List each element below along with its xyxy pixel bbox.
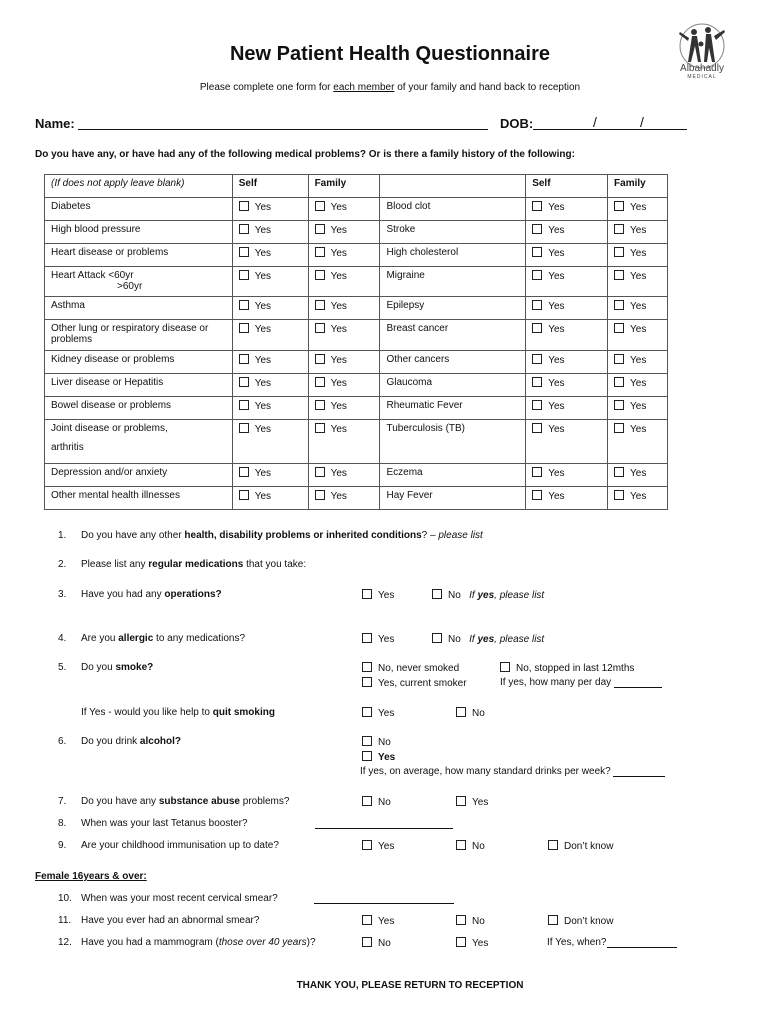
table-row	[45, 244, 668, 267]
checkbox-cell-family[interactable]	[308, 374, 380, 397]
checkbox-cell-family[interactable]	[308, 351, 380, 374]
option-no[interactable]: No	[456, 915, 485, 927]
checkbox-icon[interactable]	[614, 467, 624, 477]
checkbox-cell-family[interactable]	[308, 267, 380, 297]
checkbox-icon[interactable]	[614, 400, 624, 410]
page-title: New Patient Health Questionnaire	[229, 43, 551, 65]
question-number: 4.	[58, 633, 67, 644]
question-number: 7.	[58, 796, 67, 807]
checkbox-icon[interactable]	[362, 589, 372, 599]
yes-label: Yes	[330, 401, 347, 412]
yes-label: Yes	[630, 248, 647, 259]
checkbox-cell-family[interactable]	[308, 487, 380, 510]
yes-label: Yes	[630, 491, 647, 502]
checkbox-icon[interactable]	[456, 915, 466, 925]
condition-name: Hay Fever	[380, 487, 526, 510]
question-number: 1.	[58, 530, 67, 541]
checkbox-icon[interactable]	[614, 354, 624, 364]
checkbox-icon[interactable]	[362, 707, 372, 717]
yes-label: Yes	[548, 401, 565, 412]
checkbox-cell-family[interactable]	[308, 320, 380, 351]
yes-label: Yes	[254, 491, 272, 502]
checkbox-icon[interactable]	[456, 937, 466, 947]
checkbox-icon[interactable]	[362, 677, 372, 687]
table-row	[45, 320, 668, 351]
column-header-family: Family	[608, 175, 668, 198]
logo-subtitle: MEDICAL	[687, 74, 717, 80]
checkbox-cell-self[interactable]	[232, 420, 308, 464]
checkbox-icon[interactable]	[432, 589, 442, 599]
option-no[interactable]: No	[456, 707, 485, 719]
question-8: When was your last Tetanus booster?	[81, 818, 248, 829]
checkbox-cell-self[interactable]	[232, 487, 308, 510]
condition-name: High cholesterol	[380, 244, 526, 267]
checkbox-cell-self[interactable]	[526, 198, 608, 221]
question-number: 12.	[58, 937, 72, 948]
checkbox-icon[interactable]	[532, 247, 542, 257]
page-subtitle: Please complete one form for each member of your family and hand back to reception	[199, 82, 581, 93]
checkbox-icon[interactable]	[614, 423, 624, 433]
checkbox-icon[interactable]	[532, 224, 542, 234]
checkbox-icon[interactable]	[456, 796, 466, 806]
table-row	[45, 297, 668, 320]
option-yes[interactable]: Yes	[456, 796, 488, 808]
yes-label: Yes	[630, 378, 647, 389]
question-6: Do you drink alcohol?	[81, 736, 182, 747]
option-no[interactable]: No	[362, 937, 391, 949]
checkbox-cell-family[interactable]	[608, 487, 668, 510]
option-no[interactable]: No If yes, please list	[432, 589, 544, 601]
checkbox-icon[interactable]	[456, 840, 466, 850]
checkbox-cell-self[interactable]	[232, 374, 308, 397]
name-label: Name:	[35, 116, 75, 131]
condition-name: High blood pressure	[45, 221, 233, 244]
checkbox-cell-family[interactable]	[608, 244, 668, 267]
checkbox-icon[interactable]	[315, 423, 325, 433]
column-header-self: Self	[526, 175, 608, 198]
checkbox-cell-family[interactable]	[308, 420, 380, 464]
mammogram-date-field[interactable]	[607, 937, 677, 948]
checkbox-icon[interactable]	[239, 247, 249, 257]
table-row	[45, 464, 668, 487]
question-1: Do you have any other health, disability problems or inherited conditions? – please list	[81, 530, 483, 541]
cigarettes-per-day: If yes, how many per day	[500, 677, 662, 688]
yes-label: Yes	[548, 271, 565, 282]
yes-label: Yes	[254, 324, 272, 335]
option-yes[interactable]: Yes	[456, 937, 488, 949]
checkbox-icon[interactable]	[362, 736, 372, 746]
question-5b: If Yes - would you like help to quit smoking	[81, 707, 275, 718]
checkbox-cell-family[interactable]	[308, 244, 380, 267]
checkbox-cell-self[interactable]	[526, 221, 608, 244]
question-9: Are your childhood immunisation up to date?	[81, 840, 279, 851]
question-4: Are you allergic to any medications?	[81, 633, 245, 644]
yes-label: Yes	[330, 378, 347, 389]
checkbox-cell-self[interactable]	[232, 351, 308, 374]
checkbox-cell-self[interactable]	[232, 397, 308, 420]
option-yes[interactable]: Yes	[362, 751, 395, 763]
checkbox-icon[interactable]	[239, 224, 249, 234]
column-header-self: Self	[232, 175, 308, 198]
option-dont-know[interactable]: Don’t know	[548, 840, 613, 852]
checkbox-icon[interactable]	[362, 840, 372, 850]
dob-field[interactable]	[533, 129, 687, 130]
table-header-row	[45, 175, 668, 198]
checkbox-cell-self[interactable]	[232, 221, 308, 244]
yes-label: Yes	[630, 202, 647, 213]
condition-name: Other cancers	[380, 351, 526, 374]
yes-label: Yes	[330, 271, 347, 282]
yes-label: Yes	[330, 491, 347, 502]
checkbox-icon[interactable]	[614, 247, 624, 257]
checkbox-icon[interactable]	[315, 201, 325, 211]
checkbox-icon[interactable]	[500, 662, 510, 672]
question-2: Please list any regular medications that you take:	[81, 559, 307, 570]
question-10: When was your most recent cervical smear?	[81, 893, 278, 904]
cigarettes-per-day-field[interactable]	[614, 677, 662, 688]
yes-label: Yes	[254, 202, 272, 213]
footer-note: THANK YOU, PLEASE RETURN TO RECEPTION	[296, 980, 524, 991]
checkbox-icon[interactable]	[614, 201, 624, 211]
checkbox-icon[interactable]	[315, 224, 325, 234]
condition-name: Liver disease or Hepatitis	[45, 374, 233, 397]
checkbox-icon[interactable]	[532, 400, 542, 410]
checkbox-cell-self[interactable]	[232, 297, 308, 320]
checkbox-cell-self[interactable]	[526, 487, 608, 510]
column-header-blank	[380, 175, 526, 198]
checkbox-icon[interactable]	[614, 490, 624, 500]
checkbox-cell-family[interactable]	[608, 297, 668, 320]
condition-name: Eczema	[380, 464, 526, 487]
option-yes[interactable]: Yes	[362, 707, 394, 719]
checkbox-cell-family[interactable]	[608, 397, 668, 420]
yes-label: Yes	[548, 468, 565, 479]
medical-history-intro: Do you have any, or have had any of the following medical problems? Or is there a family history of the following:	[35, 149, 575, 160]
yes-label: Yes	[548, 202, 565, 213]
checkbox-cell-family[interactable]	[308, 221, 380, 244]
checkbox-icon[interactable]	[362, 796, 372, 806]
checkbox-icon[interactable]	[315, 247, 325, 257]
mammogram-when: If Yes, when?	[547, 937, 677, 948]
checkbox-cell-family[interactable]	[308, 464, 380, 487]
condition-name: Depression and/or anxiety	[45, 464, 233, 487]
checkbox-icon[interactable]	[614, 224, 624, 234]
checkbox-icon[interactable]	[239, 467, 249, 477]
checkbox-icon[interactable]	[614, 323, 624, 333]
yes-label: Yes	[630, 225, 647, 236]
yes-label: Yes	[548, 424, 565, 435]
condition-name: Migraine	[380, 267, 526, 297]
checkbox-icon[interactable]	[614, 377, 624, 387]
checkbox-cell-family[interactable]	[608, 267, 668, 297]
checkbox-cell-family[interactable]	[308, 397, 380, 420]
column-header-family: Family	[308, 175, 380, 198]
checkbox-cell-self[interactable]	[232, 244, 308, 267]
yes-label: Yes	[548, 225, 565, 236]
checkbox-cell-self[interactable]	[526, 244, 608, 267]
question-number: 11.	[58, 915, 72, 926]
checkbox-icon[interactable]	[362, 633, 372, 643]
question-number: 10.	[58, 893, 72, 904]
yes-label: Yes	[548, 301, 565, 312]
drinks-per-week: If yes, on average, how many standard drinks per week?	[360, 766, 665, 777]
checkbox-cell-self[interactable]	[526, 320, 608, 351]
question-number: 5.	[58, 662, 67, 673]
checkbox-icon[interactable]	[548, 840, 558, 850]
checkbox-icon[interactable]	[432, 633, 442, 643]
checkbox-icon[interactable]	[614, 300, 624, 310]
condition-name: Epilepsy	[380, 297, 526, 320]
checkbox-cell-self[interactable]	[526, 374, 608, 397]
checkbox-icon[interactable]	[315, 377, 325, 387]
dob-separator: /	[593, 114, 597, 130]
condition-name: Heart Attack <60yr >60yr	[45, 267, 233, 297]
checkbox-icon[interactable]	[614, 270, 624, 280]
condition-name: Kidney disease or problems	[45, 351, 233, 374]
option-yes[interactable]: Yes	[362, 840, 394, 852]
condition-name: Diabetes	[45, 198, 233, 221]
option-yes[interactable]: Yes	[362, 915, 394, 927]
checkbox-cell-family[interactable]	[308, 198, 380, 221]
checkbox-icon[interactable]	[315, 323, 325, 333]
yes-label: Yes	[630, 301, 647, 312]
checkbox-icon[interactable]	[239, 354, 249, 364]
question-11: Have you ever had an abnormal smear?	[81, 915, 260, 926]
checkbox-icon[interactable]	[239, 490, 249, 500]
checkbox-icon[interactable]	[315, 300, 325, 310]
yes-label: Yes	[254, 248, 272, 259]
checkbox-icon[interactable]	[315, 270, 325, 280]
condition-name-continued: >60yr	[117, 281, 143, 292]
checkbox-icon[interactable]	[532, 300, 542, 310]
checkbox-icon[interactable]	[532, 377, 542, 387]
yes-label: Yes	[330, 424, 347, 435]
checkbox-icon[interactable]	[532, 467, 542, 477]
yes-label: Yes	[548, 324, 565, 335]
checkbox-cell-family[interactable]	[608, 420, 668, 464]
yes-label: Yes	[548, 355, 565, 366]
checkbox-icon[interactable]	[239, 270, 249, 280]
checkbox-cell-self[interactable]	[526, 420, 608, 464]
table-row	[45, 351, 668, 374]
checkbox-icon[interactable]	[315, 400, 325, 410]
checkbox-cell-self[interactable]	[232, 320, 308, 351]
checkbox-cell-family[interactable]	[608, 221, 668, 244]
option-current-smoker[interactable]: Yes, current smoker	[362, 677, 467, 689]
yes-label: Yes	[548, 248, 565, 259]
checkbox-icon[interactable]	[532, 270, 542, 280]
checkbox-cell-family[interactable]	[608, 320, 668, 351]
condition-name: Joint disease or problems, arthritis	[45, 420, 233, 464]
checkbox-icon[interactable]	[239, 300, 249, 310]
checkbox-icon[interactable]	[239, 400, 249, 410]
checkbox-icon[interactable]	[239, 323, 249, 333]
cervical-smear-date-field[interactable]	[314, 893, 454, 904]
checkbox-cell-family[interactable]	[608, 374, 668, 397]
section-female: Female 16years & over:	[35, 871, 147, 882]
checkbox-icon[interactable]	[315, 354, 325, 364]
checkbox-icon[interactable]	[239, 377, 249, 387]
yes-label: Yes	[548, 378, 565, 389]
yes-label: Yes	[630, 324, 647, 335]
yes-label: Yes	[330, 324, 347, 335]
logo-name: Albahadly	[680, 63, 724, 74]
condition-name: Other lung or respiratory disease or problems	[45, 320, 233, 351]
name-field[interactable]	[78, 129, 488, 130]
checkbox-icon[interactable]	[315, 467, 325, 477]
yes-label: Yes	[254, 378, 272, 389]
table-row	[45, 397, 668, 420]
option-no[interactable]: No	[456, 840, 485, 852]
question-3: Have you had any operations?	[81, 589, 222, 600]
yes-label: Yes	[254, 424, 272, 435]
tetanus-date-field[interactable]	[315, 818, 453, 829]
table-row	[45, 221, 668, 244]
condition-name-continued: arthritis	[51, 442, 84, 453]
checkbox-icon[interactable]	[456, 707, 466, 717]
yes-label: Yes	[330, 355, 347, 366]
condition-name: Tuberculosis (TB)	[380, 420, 526, 464]
subtitle-emphasis: each member	[333, 82, 395, 93]
option-yes[interactable]: Yes	[362, 589, 394, 601]
drinks-per-week-field[interactable]	[613, 766, 665, 777]
condition-name: Breast cancer	[380, 320, 526, 351]
checkbox-icon[interactable]	[362, 662, 372, 672]
condition-name: Rheumatic Fever	[380, 397, 526, 420]
checkbox-cell-family[interactable]	[308, 297, 380, 320]
checkbox-cell-self[interactable]	[232, 267, 308, 297]
checkbox-icon[interactable]	[239, 201, 249, 211]
table-row	[45, 267, 668, 297]
checkbox-icon[interactable]	[532, 323, 542, 333]
question-5: Do you smoke?	[81, 662, 154, 673]
option-stopped-smoking[interactable]: No, stopped in last 12mths	[500, 662, 634, 674]
condition-name: Stroke	[380, 221, 526, 244]
condition-name: Glaucoma	[380, 374, 526, 397]
question-number: 9.	[58, 840, 67, 851]
checkbox-cell-self[interactable]	[232, 198, 308, 221]
option-no[interactable]: No If yes, please list	[432, 633, 544, 645]
checkbox-icon[interactable]	[548, 915, 558, 925]
yes-label: Yes	[254, 468, 272, 479]
option-no[interactable]: No	[362, 796, 391, 808]
yes-label: Yes	[254, 225, 272, 236]
checkbox-icon[interactable]	[532, 201, 542, 211]
checkbox-cell-family[interactable]	[608, 351, 668, 374]
checkbox-icon[interactable]	[362, 915, 372, 925]
clinic-logo-icon	[668, 22, 736, 92]
checkbox-icon[interactable]	[315, 490, 325, 500]
yes-label: Yes	[254, 271, 272, 282]
question-number: 2.	[58, 559, 67, 570]
checkbox-icon[interactable]	[362, 751, 372, 761]
table-row	[45, 487, 668, 510]
checkbox-cell-self[interactable]	[232, 464, 308, 487]
yes-label: Yes	[548, 491, 565, 502]
question-number: 8.	[58, 818, 67, 829]
dob-label: DOB:	[500, 116, 534, 131]
yes-label: Yes	[330, 248, 347, 259]
yes-label: Yes	[630, 424, 647, 435]
question-number: 6.	[58, 736, 67, 747]
table-row	[45, 374, 668, 397]
option-no[interactable]: No	[362, 736, 391, 748]
yes-label: Yes	[630, 271, 647, 282]
yes-label: Yes	[330, 202, 347, 213]
checkbox-icon[interactable]	[239, 423, 249, 433]
yes-label: Yes	[330, 301, 347, 312]
yes-label: Yes	[330, 225, 347, 236]
medical-history-table	[44, 174, 668, 510]
table-row	[45, 420, 668, 464]
yes-label: Yes	[630, 468, 647, 479]
checkbox-icon[interactable]	[532, 423, 542, 433]
yes-label: Yes	[330, 468, 347, 479]
yes-label: Yes	[254, 401, 272, 412]
checkbox-cell-self[interactable]	[526, 397, 608, 420]
yes-label: Yes	[630, 355, 647, 366]
checkbox-cell-self[interactable]	[526, 267, 608, 297]
condition-name: Other mental health illnesses	[45, 487, 233, 510]
option-yes[interactable]: Yes	[362, 633, 394, 645]
yes-label: Yes	[630, 401, 647, 412]
condition-name: Bowel disease or problems	[45, 397, 233, 420]
yes-label: Yes	[254, 355, 272, 366]
question-12: Have you had a mammogram (those over 40 years)?	[81, 937, 316, 948]
option-never-smoked[interactable]: No, never smoked	[362, 662, 459, 674]
option-dont-know[interactable]: Don’t know	[548, 915, 613, 927]
question-7: Do you have any substance abuse problems?	[81, 796, 290, 807]
table-row	[45, 198, 668, 221]
checkbox-icon[interactable]	[532, 354, 542, 364]
dob-separator: /	[640, 114, 644, 130]
question-number: 3.	[58, 589, 67, 600]
condition-name: Heart disease or problems	[45, 244, 233, 267]
checkbox-cell-self[interactable]	[526, 351, 608, 374]
yes-label: Yes	[254, 301, 272, 312]
table-header-note: (If does not apply leave blank)	[45, 175, 233, 198]
checkbox-cell-self[interactable]	[526, 297, 608, 320]
condition-name: Blood clot	[380, 198, 526, 221]
checkbox-cell-family[interactable]	[608, 198, 668, 221]
checkbox-cell-family[interactable]	[608, 464, 668, 487]
checkbox-cell-self[interactable]	[526, 464, 608, 487]
condition-name: Asthma	[45, 297, 233, 320]
checkbox-icon[interactable]	[362, 937, 372, 947]
checkbox-icon[interactable]	[532, 490, 542, 500]
